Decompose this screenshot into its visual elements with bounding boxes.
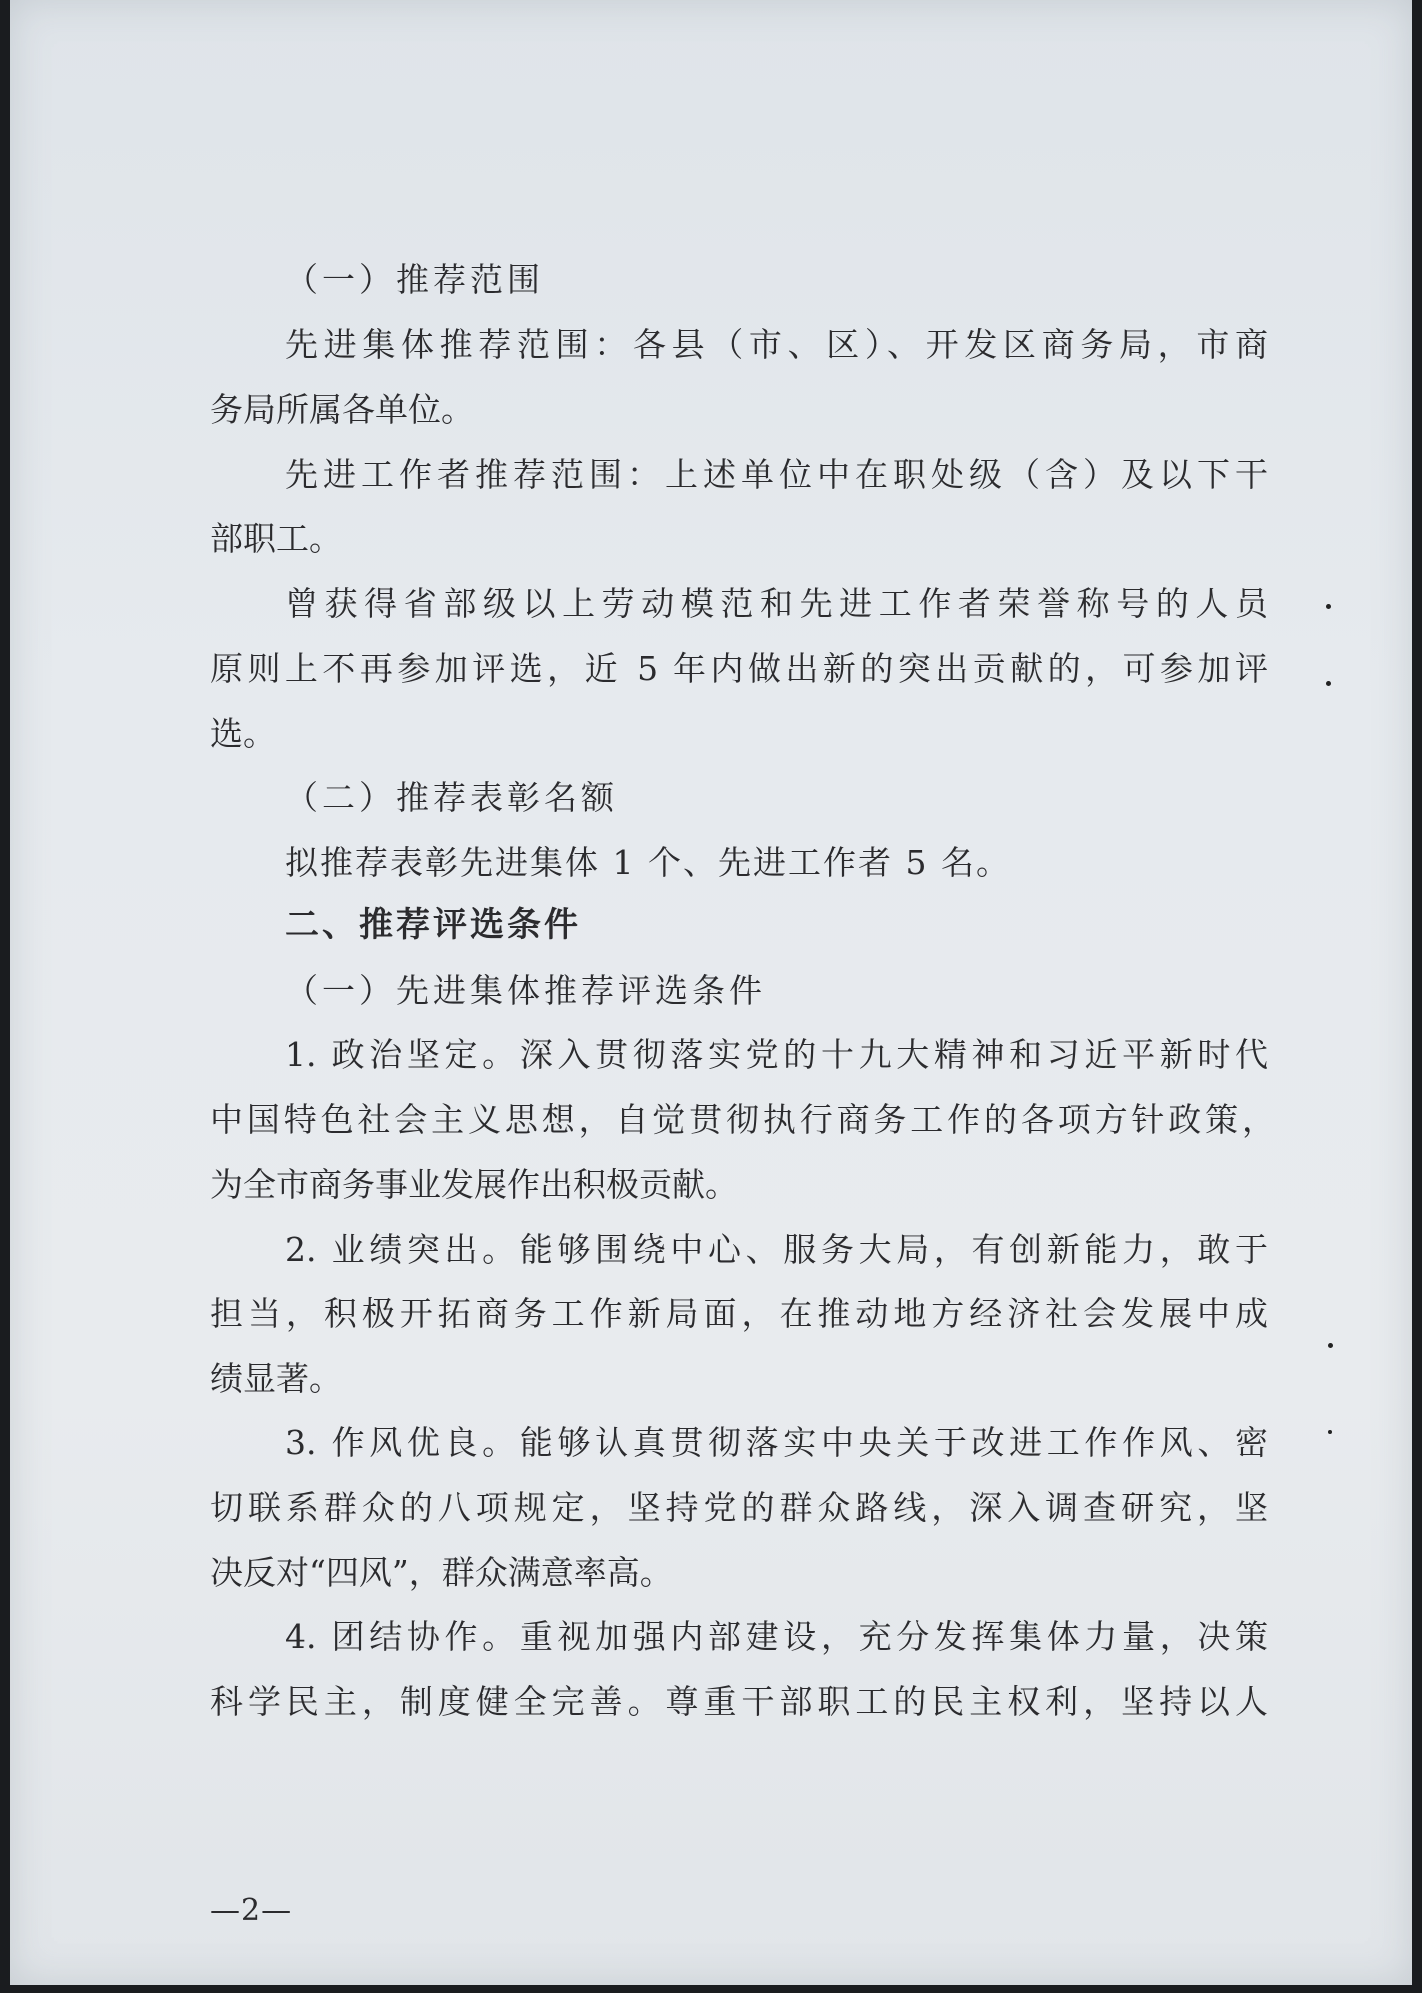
- binding-hole-mark: [1328, 1343, 1333, 1348]
- paragraph-line: 先进工作者推荐范围：上述单位中在职处级（含）及以下干: [285, 455, 1268, 494]
- paragraph-line: 绩显著。: [210, 1359, 342, 1398]
- paragraph-line: 2. 业绩突出。能够围绕中心、服务大局，有创新能力，敢于: [285, 1230, 1268, 1269]
- binding-hole-mark: [1326, 681, 1331, 686]
- paragraph-line: 选。: [210, 714, 276, 753]
- section-heading-scope: （一）推荐范围: [285, 260, 544, 299]
- section-heading-quota: （二）推荐表彰名额: [285, 778, 618, 817]
- paragraph-line: 原则上不再参加评选，近 5 年内做出新的突出贡献的，可参加评: [210, 649, 1268, 688]
- paragraph-line: 务局所属各单位。: [210, 390, 474, 429]
- paragraph-line: 1. 政治坚定。深入贯彻落实党的十九大精神和习近平新时代: [285, 1035, 1268, 1074]
- section-heading-collective-criteria: （一）先进集体推荐评选条件: [285, 971, 766, 1010]
- page-number: —2—: [210, 1893, 293, 1928]
- paragraph-line: 科学民主，制度健全完善。尊重干部职工的民主权利，坚持以人: [210, 1682, 1268, 1721]
- paragraph-line: 为全市商务事业发展作出积极贡献。: [210, 1165, 738, 1204]
- binding-hole-mark: [1328, 1430, 1332, 1434]
- paragraph-line: 担当，积极开拓商务工作新局面，在推动地方经济社会发展中成: [210, 1294, 1268, 1333]
- paragraph-line: 先进集体推荐范围：各县（市、区）、开发区商务局，市商: [285, 325, 1268, 364]
- chapter-heading-criteria: 二、推荐评选条件: [285, 905, 581, 945]
- paragraph-line: 拟推荐表彰先进集体 1 个、先进工作者 5 名。: [285, 843, 1011, 882]
- paragraph-line: 3. 作风优良。能够认真贯彻落实中央关于改进工作作风、密: [285, 1423, 1268, 1462]
- binding-hole-mark: [1326, 604, 1331, 609]
- paragraph-line: 中国特色社会主义思想，自觉贯彻执行商务工作的各项方针政策，: [210, 1100, 1275, 1139]
- paragraph-line: 切联系群众的八项规定，坚持党的群众路线，深入调查研究，坚: [210, 1488, 1268, 1527]
- paragraph-line: 4. 团结协作。重视加强内部建设，充分发挥集体力量，决策: [285, 1617, 1268, 1656]
- document-page: [10, 0, 1412, 1985]
- paragraph-line: 部职工。: [210, 519, 342, 558]
- paragraph-line: 曾获得省部级以上劳动模范和先进工作者荣誉称号的人员: [285, 584, 1268, 623]
- paragraph-line: 决反对“四风”，群众满意率高。: [210, 1553, 673, 1592]
